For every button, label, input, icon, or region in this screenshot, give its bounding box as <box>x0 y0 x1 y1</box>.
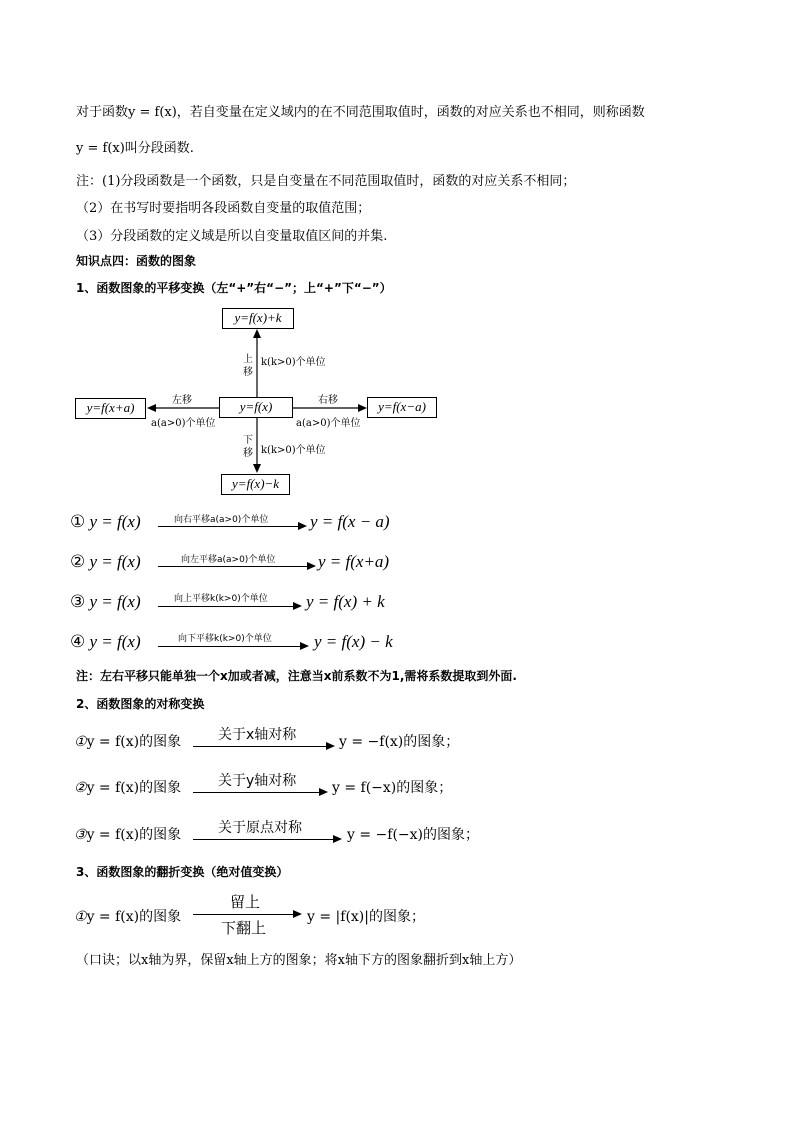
formula-lhs: y = f(x) <box>89 512 141 531</box>
left-label: 左移 <box>172 395 192 406</box>
formula-rhs: y = −f(x)的图象； <box>339 734 460 750</box>
formula-rhs: y = f(x) + k <box>306 592 385 611</box>
subsection-heading-flip: 3、函数图象的翻折变换（绝对值变换） <box>76 865 289 879</box>
box-left: y=f(x+a) <box>75 398 146 419</box>
arrowhead-icon <box>298 522 307 530</box>
formula-arrow-label: 关于y轴对称 <box>218 773 297 789</box>
formula-arrow <box>193 746 327 747</box>
note-2: （2）在书写时要指明各段函数自变量的取值范围； <box>76 201 371 216</box>
formula-number: ③ <box>74 828 87 843</box>
formula-arrow <box>193 839 334 840</box>
formula-lhs: y = f(x) <box>89 592 141 611</box>
note-3: （3）分段函数的定义域是所以自变量取值区间的并集. <box>76 229 388 244</box>
formula-arrow <box>158 606 294 607</box>
formula-number: ① <box>74 910 87 925</box>
formula-number: ② <box>74 781 87 796</box>
left-condition: a(a>0)个单位 <box>151 418 216 429</box>
formula-rhs: y = f(x − a) <box>310 512 390 531</box>
box-bottom: y=f(x)−k <box>221 474 290 495</box>
translate-note: 注：左右平移只能单独一个x加或者减，注意当x前系数不为1,需将系数提取到外面. <box>76 669 517 683</box>
intro-line-2: y = f(x)叫分段函数. <box>76 141 194 156</box>
right-label: 右移 <box>318 395 338 406</box>
arrowhead-icon <box>319 788 328 796</box>
formula-number: ① <box>70 512 86 531</box>
down-condition: k(k>0)个单位 <box>261 445 326 456</box>
formula-arrow-label-bottom: 下翻上 <box>221 919 267 937</box>
formula-arrow <box>158 646 301 647</box>
up-label-1: 上 <box>243 354 253 365</box>
box-right: y=f(x−a) <box>367 397 437 418</box>
intro-line-1: 对于函数y = f(x)，若自变量在定义域内的在不同范围取值时，函数的对应关系也不相同，则称函数 <box>76 105 645 120</box>
formula-arrow-label: 向下平移k(k>0)个单位 <box>178 634 272 644</box>
formula-arrow <box>193 914 294 915</box>
up-condition: k(k>0)个单位 <box>261 357 326 368</box>
arrowhead-icon <box>300 642 309 650</box>
subsection-heading-symmetry: 2、函数图象的对称变换 <box>76 697 205 711</box>
formula-arrow-label: 向左平移a(a>0)个单位 <box>181 555 276 565</box>
note-1: 注：(1)分段函数是一个函数，只是自变量在不同范围取值时，函数的对应关系不相同； <box>76 174 576 189</box>
formula-number: ② <box>70 552 86 571</box>
formula-number: ① <box>74 735 87 750</box>
section-heading: 知识点四：函数的图象 <box>76 254 197 268</box>
formula-rhs: y = f(x) − k <box>314 632 393 651</box>
formula-arrow <box>193 792 320 793</box>
formula-arrow-label: 关于x轴对称 <box>218 727 297 743</box>
formula-number: ④ <box>70 632 86 651</box>
formula-lhs: y = f(x) <box>89 632 141 651</box>
arrowhead-icon <box>333 835 342 843</box>
formula-arrow-label: 向上平移k(k>0)个单位 <box>174 594 268 604</box>
formula-rhs: y = f(−x)的图象； <box>332 780 453 796</box>
arrowhead-icon <box>293 602 302 610</box>
diagram-arrows <box>70 300 450 500</box>
box-center: y=f(x) <box>219 397 293 418</box>
formula-rhs: y = f(x+a) <box>318 552 390 571</box>
formula-lhs: y = f(x)的图象 <box>86 780 182 796</box>
formula-lhs: y = f(x)的图象 <box>86 827 182 843</box>
mnemonic: （口诀；以x轴为界，保留x轴上方的图象；将x轴下方的图象翻折到x轴上方） <box>76 953 522 968</box>
arrowhead-icon <box>293 910 302 918</box>
subsection-heading-translate: 1、函数图象的平移变换（左“+”右“−”；上“+”下“−”） <box>76 281 392 295</box>
formula-number: ③ <box>70 592 86 611</box>
formula-lhs: y = f(x) <box>89 552 141 571</box>
formula-arrow-label: 向右平移a(a>0)个单位 <box>174 515 269 525</box>
formula-arrow <box>158 566 308 567</box>
box-top: y=f(x)+k <box>222 308 294 329</box>
formula-arrow <box>158 526 299 527</box>
down-label-1: 下 <box>243 435 253 446</box>
arrowhead-icon <box>307 562 316 570</box>
arrowhead-icon <box>326 742 335 750</box>
formula-lhs: y = f(x)的图象 <box>86 909 182 925</box>
up-label-2: 移 <box>243 367 253 378</box>
formula-rhs: y = |f(x)|的图象； <box>307 909 425 925</box>
down-label-2: 移 <box>243 448 253 459</box>
formula-arrow-label: 关于原点对称 <box>218 820 302 836</box>
formula-arrow-label-top: 留上 <box>230 893 261 911</box>
right-condition: a(a>0)个单位 <box>296 418 361 429</box>
formula-rhs: y = −f(−x)的图象； <box>347 827 480 843</box>
formula-lhs: y = f(x)的图象 <box>86 734 182 750</box>
